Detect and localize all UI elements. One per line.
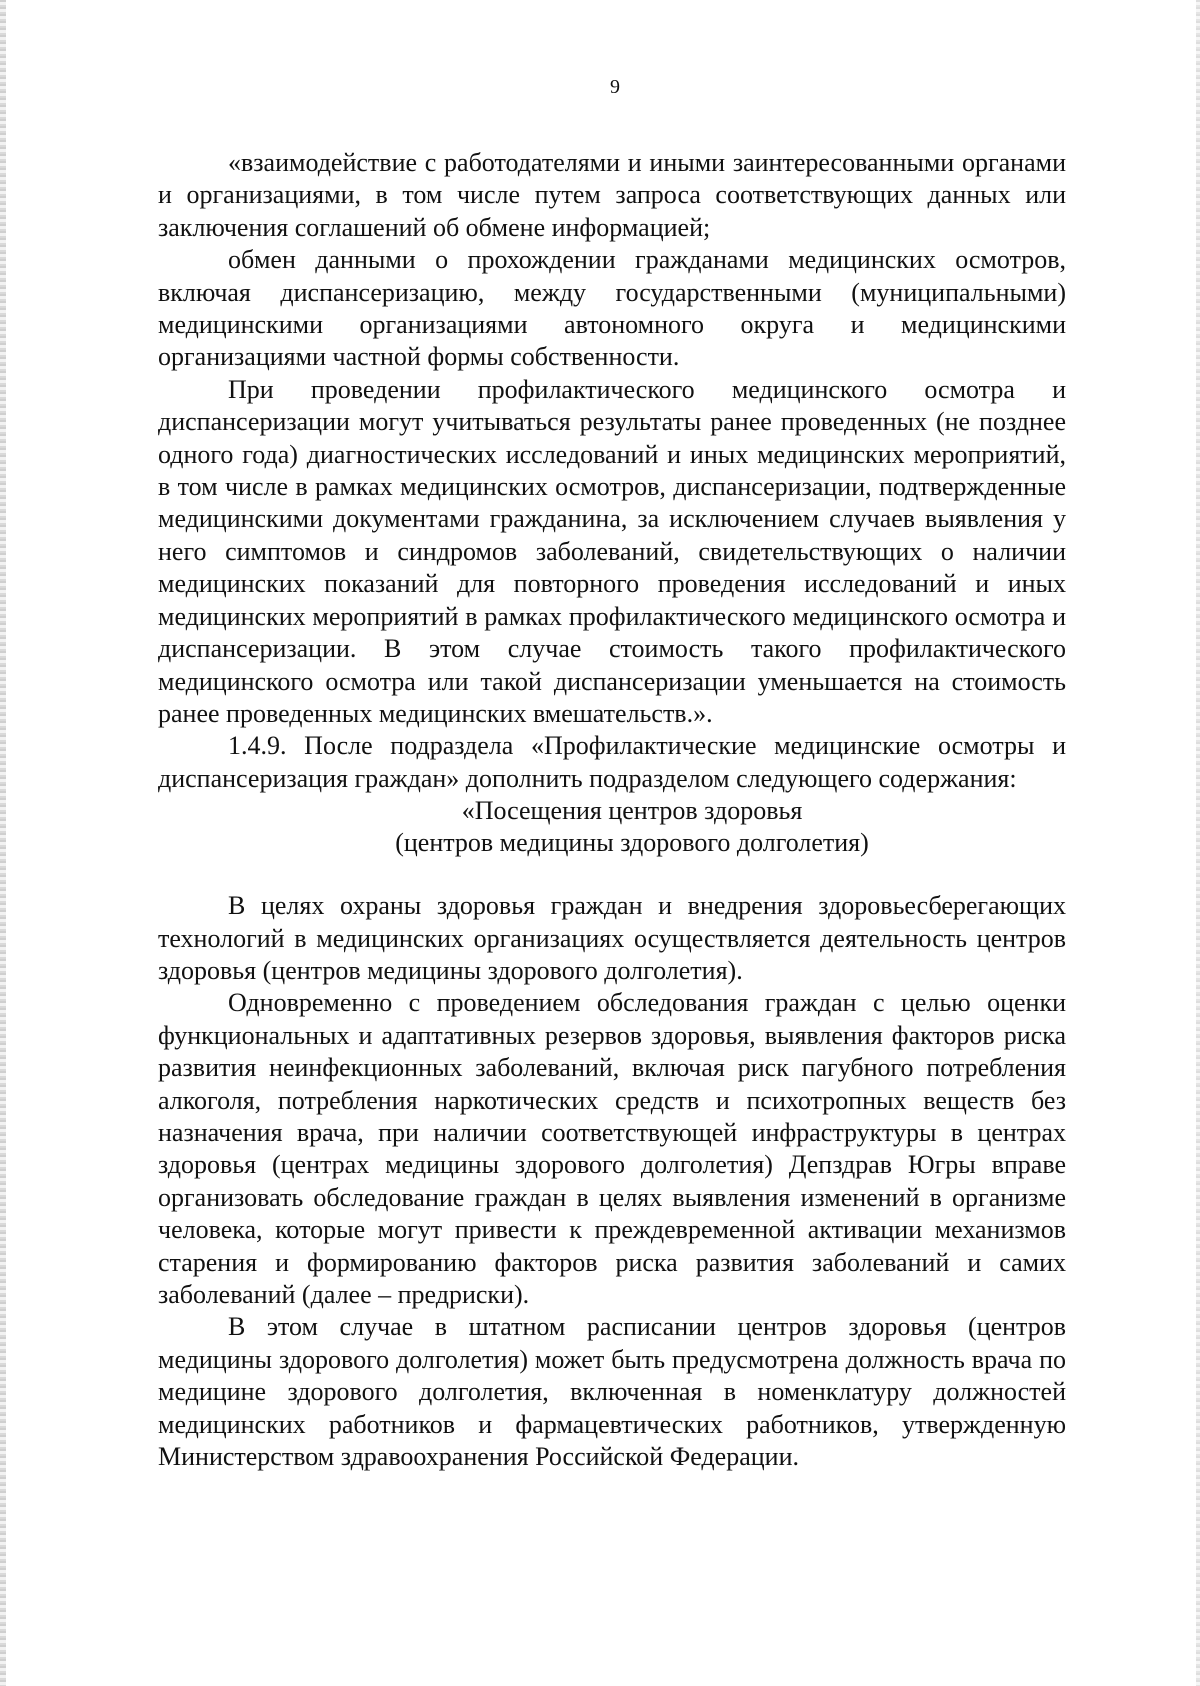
paragraph-examination: Одновременно с проведением обследования граждан с целью оценки функциональных и адаптативных резервов здоровья, выявления факторов риска развития неинфекционных заболеваний, включая риск пагубного потребления алкоголя, потребления наркотических средств и психотропных веществ без назначения врача, при наличии соответствующей инфраструктуры в центрах здоровья (центрах медицины здорового долголетия) Депздрав Югры вправе организовать обследование граждан в целях выявления изменений в организме человека, которые могут привести к преждевременной активации механизмов старения и формированию факторов риска развития заболеваний и самих заболеваний (далее – предриски). [158,988,1066,1309]
page-number: 9 [610,76,620,98]
paragraph-data-exchange: обмен данными о прохождении гражданами медицинских осмотров, включая диспансеризацию, между государственными (муниципальными) медицинскими организациями автономного округа и медицинскими организациями частной формы собственности. [158,245,1066,372]
scan-edge-right [1196,0,1200,1686]
section-heading-line-2: (центров медицины здорового долголетия) [395,828,869,858]
section-heading-line-1: «Посещения центров здоровья [461,796,803,826]
paragraph-previous-results: При проведении профилактического медицинского осмотра и диспансеризации могут учитываться результаты ранее проведенных (не позднее одного года) диагностических исследований и иных медицинских мероприятий, в том числе в рамках медицинских осмотров, диспансеризации, подтвержденные медицинскими документами гражданина, за исключением случаев выявления у него симптомов и синдромов заболеваний, свидетельствующих о наличии медицинских показаний для повторного проведения исследований и иных медицинских мероприятий в рамках профилактического медицинского осмотра и диспансеризации. В этом случае стоимость такого профилактического медицинского осмотра или такой диспансеризации уменьшается на стоимость ранее проведенных медицинских вмешательств.». [158,374,1066,728]
paragraph-interaction: «взаимодействие с работодателями и иными заинтересованными органами и организациями, в том числе путем запроса соответствующих данных или заключения соглашений об обмене информацией; [158,148,1066,242]
scan-edge-left [0,0,6,1686]
section-heading [158,795,1066,859]
paragraph-staffing: В этом случае в штатном расписании центров здоровья (центров медицины здорового долголетия) может быть предусмотрена должность врача по медицине здорового долголетия, включенная в номенклатуру должностей медицинских работников и фармацевтических работников, утвержденную Министерством здравоохранения Российской Федерации. [158,1312,1066,1472]
paragraph-health-centers-purpose: В целях охраны здоровья граждан и внедрения здоровьесберегающих технологий в медицинских организациях осуществляется деятельность центров здоровья (центров медицины здорового долголетия). [158,891,1066,985]
document-body [158,147,1066,1473]
paragraph-clause-1-4-9: 1.4.9. После подраздела «Профилактические медицинские осмотры и диспансеризация граждан» дополнить подразделом следующего содержания: [158,731,1066,793]
